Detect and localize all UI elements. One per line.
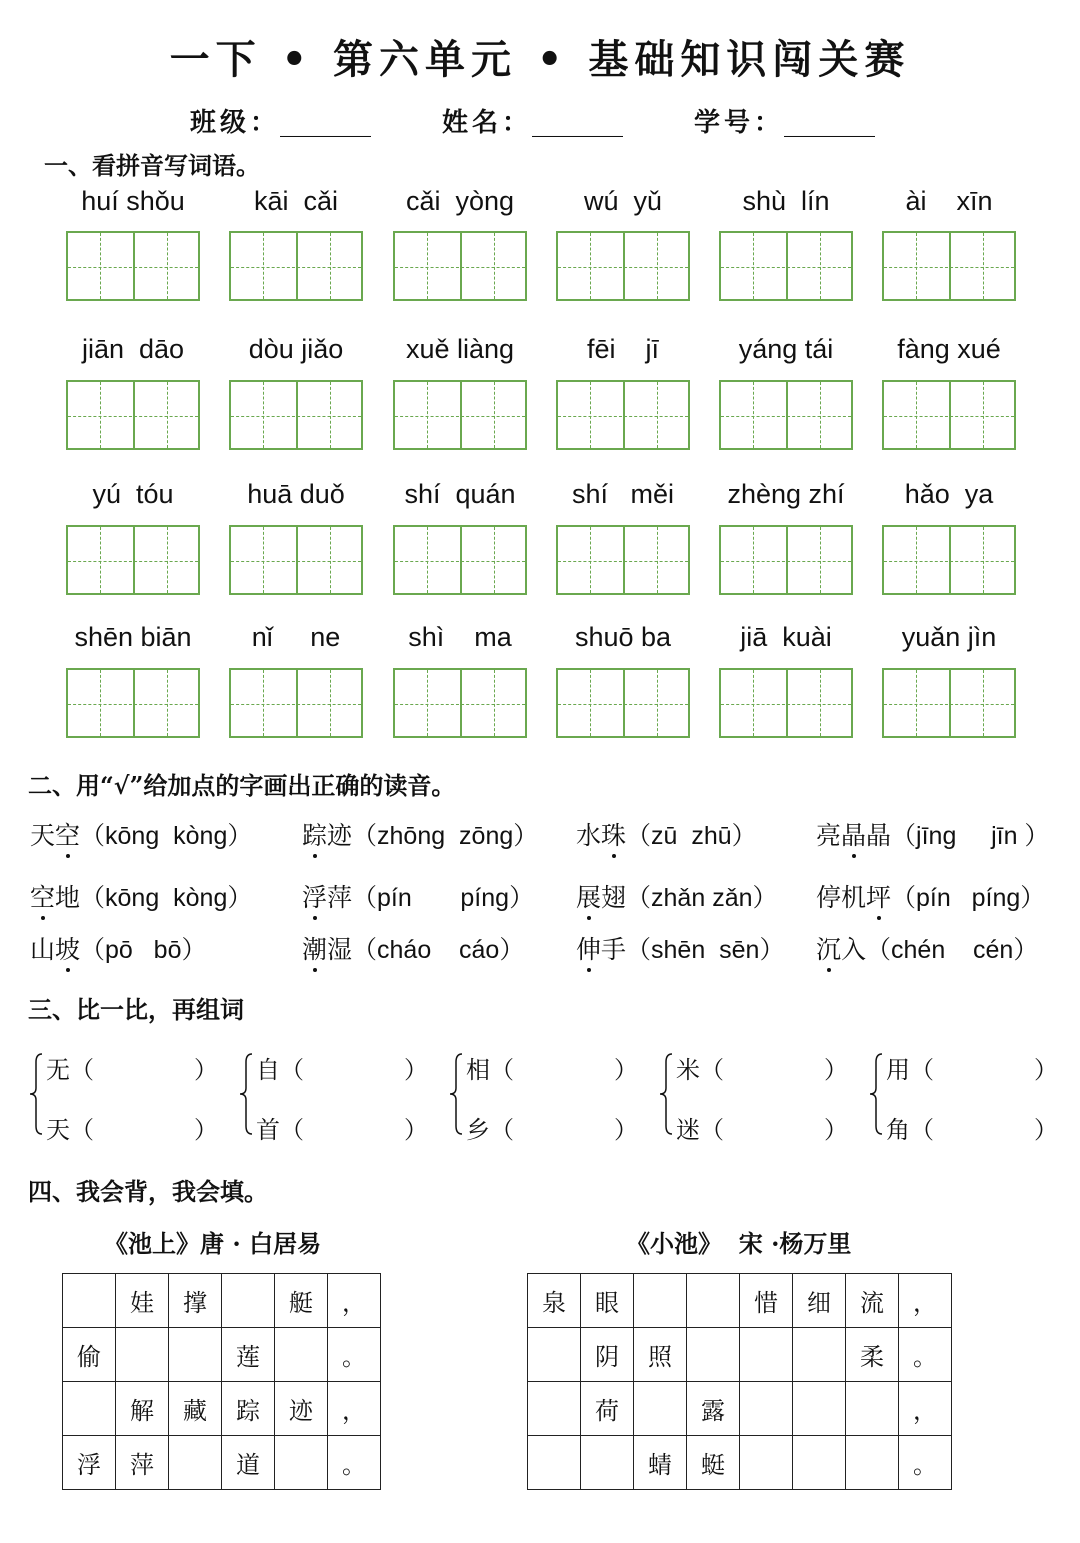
pair-bottom-char: 乡 (466, 1116, 490, 1144)
poem-char-cell: 阴 (581, 1328, 634, 1382)
poem-char-cell: 藏 (169, 1382, 222, 1436)
compare-pair (238, 1050, 438, 1144)
poem-char-cell: 撑 (169, 1274, 222, 1328)
writing-grid[interactable] (66, 525, 200, 595)
pinyin-word: yú tóu (92, 479, 174, 509)
pair-top-char: 自 (256, 1056, 280, 1084)
name-field (442, 102, 623, 139)
poem-char-cell: 解 (116, 1382, 169, 1436)
poem-blank-cell[interactable] (740, 1436, 793, 1490)
poem-char-cell: 荷 (581, 1382, 634, 1436)
pinyin-word: nǐ ne (251, 622, 341, 652)
poem-char-cell: 萍 (116, 1436, 169, 1490)
writing-grid[interactable] (719, 525, 853, 595)
poem-char-cell: ， (899, 1274, 952, 1328)
pinyin-word: shì ma (408, 622, 512, 652)
pinyin-word: dòu jiǎo (248, 334, 344, 364)
pinyin-options[interactable]: （cháo cáo） (352, 936, 525, 964)
poem-blank-cell[interactable] (793, 1328, 846, 1382)
poem-char-cell: 。 (899, 1436, 952, 1490)
word-part: 山 (30, 935, 56, 964)
word-part: 萍 (327, 883, 353, 912)
word-part: 地 (55, 883, 81, 912)
poem2-grid (527, 1273, 952, 1490)
pinyin-word: fēi jī (586, 334, 660, 364)
writing-grid[interactable] (66, 231, 200, 301)
pair-bottom-row[interactable] (676, 1110, 866, 1145)
pair-bottom-row[interactable] (886, 1110, 1076, 1145)
poem-char-cell: 。 (328, 1436, 381, 1490)
pinyin-word: zhèng zhí (727, 479, 845, 509)
word-part: 湿 (327, 935, 353, 964)
close-paren: ） (1034, 1116, 1058, 1144)
class-blank[interactable]: _______ (280, 108, 372, 138)
poem-blank-cell[interactable] (169, 1436, 222, 1490)
pair-bottom-row[interactable] (256, 1110, 446, 1145)
dotted-character: 晶 (841, 816, 866, 852)
poem-char-cell: ， (328, 1274, 381, 1328)
compare-pair (448, 1050, 648, 1144)
dotted-character: 潮 (302, 930, 327, 966)
tone-choice-item[interactable] (576, 930, 784, 966)
writing-grid[interactable] (229, 525, 363, 595)
close-paren: ） (614, 1056, 638, 1084)
open-paren: （ (490, 1116, 514, 1144)
poem-blank-cell[interactable] (116, 1328, 169, 1382)
word-part: 晶 (866, 821, 892, 850)
writing-grid[interactable] (882, 231, 1016, 301)
open-paren: （ (70, 1056, 94, 1084)
writing-grid[interactable] (229, 668, 363, 738)
pinyin-word: ài xīn (905, 186, 993, 216)
pinyin-options[interactable]: （kōng kòng） (80, 884, 253, 912)
close-paren: ） (1034, 1056, 1058, 1084)
poem-char-cell: 浮 (63, 1436, 116, 1490)
tone-choice-item[interactable] (302, 816, 538, 852)
compare-pair (868, 1050, 1068, 1144)
open-paren: （ (910, 1116, 934, 1144)
brace-icon (448, 1052, 464, 1136)
poem2-title: 《小池》 宋 ·杨万里 (626, 1229, 852, 1258)
tone-choice-item[interactable] (30, 930, 206, 966)
brace-icon (28, 1052, 44, 1136)
close-paren: ） (404, 1116, 428, 1144)
pair-top-char: 用 (886, 1056, 910, 1084)
open-paren: （ (700, 1056, 724, 1084)
poem-blank-cell[interactable] (846, 1436, 899, 1490)
word-part: 天 (30, 821, 56, 850)
poem-char-cell: 莲 (222, 1328, 275, 1382)
poem-blank-cell[interactable] (793, 1382, 846, 1436)
pair-top-char: 无 (46, 1056, 70, 1084)
poem-char-cell: 露 (687, 1382, 740, 1436)
writing-grid[interactable] (719, 380, 853, 450)
poem-blank-cell[interactable] (169, 1328, 222, 1382)
brace-icon (868, 1052, 884, 1136)
writing-grid[interactable] (393, 668, 527, 738)
writing-grid[interactable] (66, 380, 200, 450)
dotted-character: 珠 (601, 816, 626, 852)
poem-char-cell: 细 (793, 1274, 846, 1328)
pair-bottom-row[interactable] (46, 1110, 236, 1145)
word-part: 水 (576, 821, 602, 850)
poem-char-cell: 蜓 (687, 1436, 740, 1490)
brace-icon (658, 1052, 674, 1136)
open-paren: （ (910, 1056, 934, 1084)
poem-blank-cell[interactable] (846, 1382, 899, 1436)
poem-blank-cell[interactable] (275, 1328, 328, 1382)
pinyin-word: shí měi (571, 479, 675, 509)
class-label: 班级： (190, 108, 281, 138)
section1-heading: 一、看拼音写词语。 (44, 151, 260, 180)
pair-top-char: 相 (466, 1056, 490, 1084)
tone-choice-item[interactable] (816, 930, 1038, 966)
close-paren: ） (614, 1116, 638, 1144)
writing-grid[interactable] (66, 668, 200, 738)
close-paren: ） (404, 1056, 428, 1084)
tone-choice-item[interactable] (816, 878, 1045, 914)
pair-bottom-row[interactable] (466, 1110, 656, 1145)
pair-top-row[interactable] (676, 1050, 866, 1085)
tone-choice-item[interactable] (30, 816, 252, 852)
poem-blank-cell[interactable] (63, 1382, 116, 1436)
open-paren: （ (70, 1116, 94, 1144)
tone-choice-item[interactable] (816, 816, 1049, 852)
writing-grid[interactable] (393, 525, 527, 595)
dotted-character: 坪 (866, 878, 891, 914)
dotted-character: 展 (576, 878, 601, 914)
dotted-character: 踪 (302, 816, 327, 852)
poem-char-cell: 。 (899, 1328, 952, 1382)
poem-blank-cell[interactable] (528, 1382, 581, 1436)
pair-top-row[interactable] (46, 1050, 236, 1085)
word-part: 翅 (601, 883, 627, 912)
writing-grid[interactable] (556, 380, 690, 450)
pinyin-word: jiān dāo (81, 334, 185, 364)
pinyin-options[interactable]: （zū zhū） (626, 822, 757, 850)
poem-blank-cell[interactable] (222, 1274, 275, 1328)
writing-grid[interactable] (393, 231, 527, 301)
writing-grid[interactable] (882, 668, 1016, 738)
pair-top-char: 米 (676, 1056, 700, 1084)
poem-blank-cell[interactable] (687, 1328, 740, 1382)
open-paren: （ (700, 1116, 724, 1144)
poem-char-cell: 眼 (581, 1274, 634, 1328)
writing-grid[interactable] (882, 525, 1016, 595)
poem-blank-cell[interactable] (740, 1328, 793, 1382)
poem-char-cell: 偷 (63, 1328, 116, 1382)
pair-top-row[interactable] (886, 1050, 1076, 1085)
poem1-grid (62, 1273, 381, 1490)
pinyin-options[interactable]: （pín píng） (891, 884, 1046, 912)
writing-grid[interactable] (882, 380, 1016, 450)
pinyin-word: yáng tái (738, 334, 834, 364)
writing-grid[interactable] (719, 668, 853, 738)
pinyin-options[interactable]: （jīng jīn ） (891, 822, 1050, 850)
writing-grid[interactable] (556, 668, 690, 738)
section4-heading: 四、我会背，我会填。 (28, 1177, 268, 1206)
poem-char-cell: 艇 (275, 1274, 328, 1328)
pinyin-word: cǎi yòng (405, 186, 515, 216)
compare-pair (658, 1050, 858, 1144)
pair-bottom-char: 首 (256, 1116, 280, 1144)
pinyin-options[interactable]: （shēn sēn） (626, 936, 785, 964)
pinyin-word: fàng xué (897, 334, 1001, 364)
pinyin-word: shù lín (742, 186, 830, 216)
dotted-character: 空 (30, 878, 55, 914)
word-part: 亮 (816, 821, 842, 850)
poem-blank-cell[interactable] (528, 1436, 581, 1490)
poem-char-cell: 道 (222, 1436, 275, 1490)
pinyin-word: yuǎn jìn (901, 622, 997, 652)
writing-grid[interactable] (719, 231, 853, 301)
poem-char-cell: 惜 (740, 1274, 793, 1328)
pinyin-word: wú yǔ (583, 186, 663, 216)
poem-blank-cell[interactable] (275, 1436, 328, 1490)
poem-char-cell: ， (328, 1382, 381, 1436)
dotted-character: 空 (55, 816, 80, 852)
poem-blank-cell[interactable] (687, 1274, 740, 1328)
brace-icon (238, 1052, 254, 1136)
word-part: 手 (601, 935, 627, 964)
section3-heading: 三、比一比，再组词 (28, 995, 244, 1024)
pinyin-word: xuě liàng (405, 334, 515, 364)
pair-bottom-char: 天 (46, 1116, 70, 1144)
poem-char-cell: 蜻 (634, 1436, 687, 1490)
name-blank[interactable]: _______ (532, 108, 624, 138)
poem-char-cell: 迹 (275, 1382, 328, 1436)
word-part: 入 (841, 935, 867, 964)
poem1-title: 《池上》唐 · 白居易 (104, 1229, 322, 1258)
poem-char-cell: 娃 (116, 1274, 169, 1328)
pinyin-word: huí shǒu (81, 186, 185, 216)
close-paren: ） (194, 1056, 218, 1084)
pinyin-options[interactable]: （chén cén） (866, 936, 1039, 964)
poem-blank-cell[interactable] (634, 1274, 687, 1328)
class-field (190, 102, 371, 139)
pinyin-word: jiā kuài (740, 622, 832, 652)
pinyin-options[interactable]: （kōng kòng） (80, 822, 253, 850)
compare-pair (28, 1050, 228, 1144)
dotted-character: 坡 (55, 930, 80, 966)
pinyin-word: shuō ba (574, 622, 672, 652)
dotted-character: 伸 (576, 930, 601, 966)
tone-choice-item[interactable] (30, 878, 252, 914)
page-title: 一下 • 第六单元 • 基础知识闯关赛 (169, 37, 911, 83)
number-label: 学号： (694, 108, 785, 138)
poem-char-cell: 照 (634, 1328, 687, 1382)
number-field (694, 102, 875, 139)
pinyin-word: hǎo ya (904, 479, 994, 509)
writing-grid[interactable] (556, 525, 690, 595)
tone-choice-item[interactable] (576, 816, 757, 852)
tone-choice-item[interactable] (302, 930, 524, 966)
poem-char-cell: 。 (328, 1328, 381, 1382)
section2-heading: 二、用“√”给加点的字画出正确的读音。 (28, 771, 456, 800)
pair-bottom-char: 迷 (676, 1116, 700, 1144)
name-label: 姓名： (442, 108, 533, 138)
pinyin-word: shēn biān (74, 622, 192, 652)
pinyin-word: kāi cǎi (253, 186, 339, 216)
poem-blank-cell[interactable] (793, 1436, 846, 1490)
poem-blank-cell[interactable] (740, 1382, 793, 1436)
pinyin-options[interactable]: （pín píng） (352, 884, 535, 912)
open-paren: （ (280, 1056, 304, 1084)
pinyin-options[interactable]: （zhōng zōng） (352, 822, 539, 850)
close-paren: ） (824, 1116, 848, 1144)
writing-grid[interactable] (229, 231, 363, 301)
poem-blank-cell[interactable] (634, 1382, 687, 1436)
number-blank[interactable]: _______ (784, 108, 876, 138)
pinyin-options[interactable]: （zhǎn zǎn） (626, 884, 778, 912)
word-part: 停机 (816, 883, 867, 912)
poem-blank-cell[interactable] (528, 1328, 581, 1382)
poem-blank-cell[interactable] (63, 1274, 116, 1328)
poem-char-cell: 踪 (222, 1382, 275, 1436)
writing-grid[interactable] (229, 380, 363, 450)
poem-char-cell: 流 (846, 1274, 899, 1328)
writing-grid[interactable] (556, 231, 690, 301)
pinyin-word: shí quán (404, 479, 516, 509)
pinyin-word: huā duǒ (247, 479, 345, 509)
poem-char-cell: ， (899, 1382, 952, 1436)
close-paren: ） (194, 1116, 218, 1144)
open-paren: （ (280, 1116, 304, 1144)
pair-top-row[interactable] (256, 1050, 446, 1085)
tone-choice-item[interactable] (576, 878, 778, 914)
close-paren: ） (824, 1056, 848, 1084)
word-part: 迹 (327, 821, 353, 850)
writing-grid[interactable] (393, 380, 527, 450)
pair-bottom-char: 角 (886, 1116, 910, 1144)
tone-choice-item[interactable] (302, 878, 534, 914)
dotted-character: 沉 (816, 930, 841, 966)
poem-blank-cell[interactable] (581, 1436, 634, 1490)
pair-top-row[interactable] (466, 1050, 656, 1085)
poem-char-cell: 泉 (528, 1274, 581, 1328)
open-paren: （ (490, 1056, 514, 1084)
poem-char-cell: 柔 (846, 1328, 899, 1382)
dotted-character: 浮 (302, 878, 327, 914)
pinyin-options[interactable]: （pō bō） (80, 936, 207, 964)
